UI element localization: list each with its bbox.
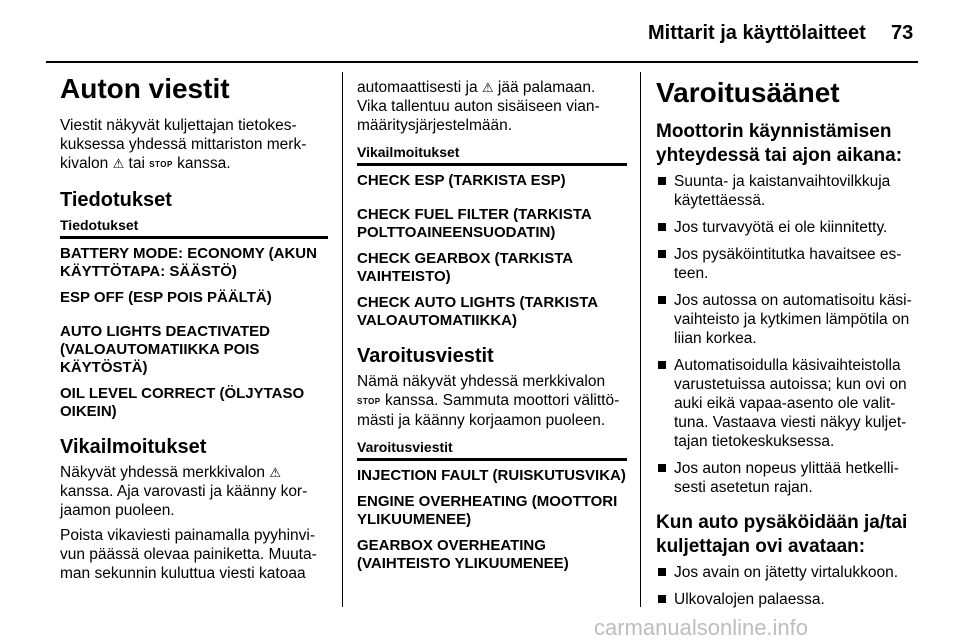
bullet-list [656,563,921,609]
list-item [656,459,921,497]
header-rule [46,61,918,63]
bullet-list [656,172,921,497]
chapter-title: Mittarit ja käyttölaitteet [648,22,866,44]
column-3 [656,76,921,642]
table-row: CHECK ESP (TARKISTA ESP) [357,172,566,189]
list-item-text: Jos autossa on automatisoitu käsi-vaihteisto ja kytkimen lämpötila on liian korkea. [674,292,912,347]
table-row: AUTO LIGHTS DEACTIVATED (VALOAUTOMATIIKKA POIS KÄYTÖSTÄ) [60,323,270,376]
list-item [656,218,921,237]
subsection-title: Moottorin käynnistämisen yhteydessä tai ajon aikana: [656,121,903,166]
table-row: ENGINE OVERHEATING (MOOTTORI YLIKUUMENEE) [357,493,618,528]
stop-icon: STOP [357,397,381,406]
paragraph: Poista vikaviesti painamalla pyyhinvi-vun päässä olevaa painiketta. Muuta-man sekunnin kuluttua viesti katoaa [60,527,317,582]
watermark: carmanualsonline.info [594,615,809,640]
table-header: Tiedotukset [60,216,328,239]
subsection-title: Varoitusviestit [357,345,494,367]
intro-text: kanssa. [177,155,231,172]
table-row: ESP OFF (ESP POIS PÄÄLTÄ) [60,289,272,306]
paragraph [357,372,627,430]
page-number: 73 [891,22,914,44]
intro-text: tai [128,155,145,172]
intro-paragraph [60,116,328,174]
list-item-text: Ulkovalojen palaessa. [674,591,825,608]
list-item-text: Jos avain on jätetty virtalukkoon. [674,564,899,581]
subsection-title: Vikailmoitukset [60,436,207,458]
list-item [656,356,921,451]
paragraph-text: Nämä näkyvät yhdessä merkkivalon [357,373,606,390]
table-row: CHECK AUTO LIGHTS (TARKISTA VALOAUTOMATIIKKA) [357,294,598,329]
bullet-icon [658,595,666,603]
table-row: CHECK FUEL FILTER (TARKISTA POLTTOAINEENSUODATIN) [357,206,592,241]
table-row: INJECTION FAULT (RUISKUTUSVIKA) [357,467,626,484]
bullet-icon [658,223,666,231]
table-header: Varoitusviestit [357,438,627,461]
section-title: Varoitusäänet [656,77,840,108]
list-item [656,245,921,283]
bullet-icon [658,296,666,304]
list-item-text: Suunta- ja kaistanvaihtovilkkuja käytettäessä. [674,173,891,209]
paragraph-text: kanssa. Aja varovasti ja käänny kor-jaamon puoleen. [60,483,308,519]
column-divider [342,72,343,607]
paragraph-text: kanssa. Sammuta moottori välittö-mästi ja käänny korjaamon puoleen. [357,392,620,429]
table-header: Vikailmoitukset [357,143,627,166]
list-item [656,563,921,582]
service-vehicle-icon: ⚠ [269,465,281,480]
list-item-text: Jos pysäköintitutka havaitsee es-teen. [674,246,902,282]
paragraph-text: automaattisesti ja [357,79,478,96]
paragraph [60,463,328,520]
table-row: GEARBOX OVERHEATING (VAIHTEISTO YLIKUUMENEE) [357,537,569,572]
subsection-title: Tiedotukset [60,189,172,211]
section-title: Auton viestit [60,73,230,104]
bullet-icon [658,464,666,472]
bullet-icon [658,250,666,258]
bullet-icon [658,568,666,576]
column-1 [60,72,328,642]
table-row: BATTERY MODE: ECONOMY (AKUN KÄYTTÖTAPA: SÄÄSTÖ) [60,245,317,280]
paragraph-text: jää palamaan. Vika tallentuu auton sisäiseen vian-määritysjärjestelmään. [357,79,600,134]
paragraph [357,78,627,135]
table-row: OIL LEVEL CORRECT (ÖLJYTASO OIKEIN) [60,385,305,420]
table-row: CHECK GEARBOX (TARKISTA VAIHTEISTO) [357,250,573,285]
service-vehicle-icon: ⚠ [112,156,125,171]
service-vehicle-icon: ⚠ [481,80,494,95]
list-item [656,291,921,348]
paragraph-text: Näkyvät yhdessä merkkivalon [60,464,266,481]
bullet-icon [658,361,666,369]
list-item-text: Jos auton nopeus ylittää hetkelli-sesti asetetun rajan. [674,460,899,496]
page-header [0,0,960,62]
stop-icon: STOP [149,160,173,169]
column-divider [640,72,641,607]
subsection-title: Kun auto pysäköidään ja/tai kuljettajan ovi avataan: [656,512,908,557]
list-item [656,590,921,609]
list-item [656,172,921,210]
list-item-text: Automatisoidulla käsivaihteistolla varustetuissa autoissa; kun ovi on auki eikä vapaa-asento ole valit-tuna. Vastaava viesti näkyy kuljet-tajan tietokeskuksessa. [674,357,907,450]
intro-text: Viestit näkyvät kuljettajan tietokes-kuksessa yhdessä mittariston merk-kivalon [60,117,307,172]
column-2 [357,78,627,642]
list-item-text: Jos turvavyötä ei ole kiinnitetty. [674,219,888,236]
bullet-icon [658,177,666,185]
